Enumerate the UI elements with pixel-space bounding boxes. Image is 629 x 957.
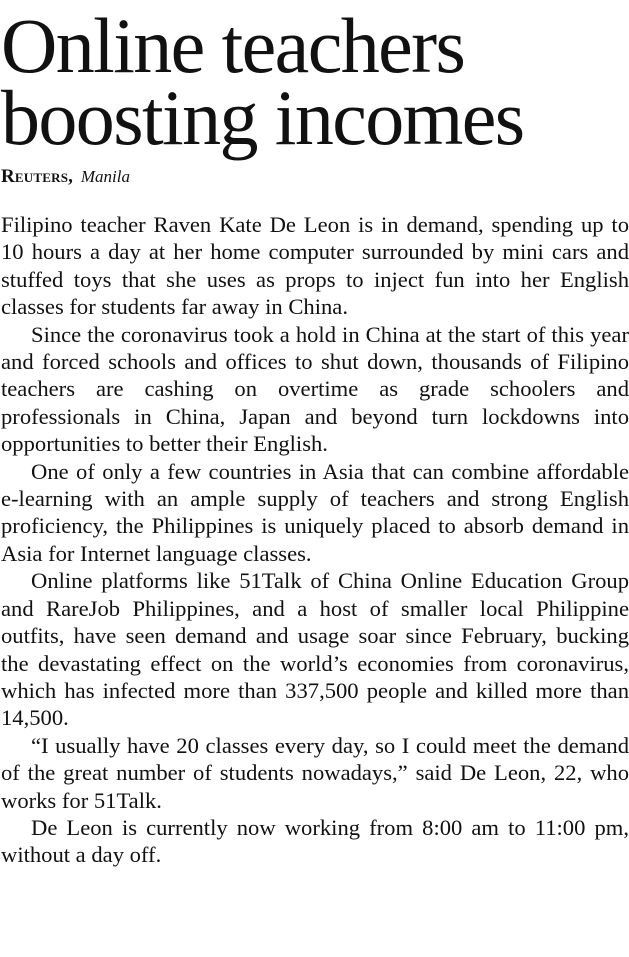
headline: Online teachers boosting incomes [1,2,524,161]
paragraph-5: “I usually have 20 classes every day, so I could meet the demand of the great number of students nowadays,” said De Leon, 22, who works for 51Talk. [1,732,629,813]
paragraph-2: Since the coronavirus took a hold in China at the start of this year and forced schools and offices to shut down, thousands of Filipino teachers are cashing on overtime as grade schoolers and professionals in China, Japan and beyond turn lockdowns into opportunities to better their English. [1,321,629,457]
paragraph-3: One of only a few countries in Asia that can combine affordable e-learning with an ample supply of teachers and strong English proficiency, the Philippines is uniquely placed to absorb demand in Asia for Internet language classes. [1,458,629,566]
paragraph-6: De Leon is currently now working from 8:00 am to 11:00 pm, without a day off. [1,814,629,868]
byline-place: Manila [80,167,130,186]
article-body [1,211,629,869]
paragraph-1: Filipino teacher Raven Kate De Leon is in demand, spending up to 10 hours a day at her home computer surrounded by mini cars and stuffed toys that she uses as props to inject fun into her English classes for students far away in China. [1,212,629,320]
byline-agency: Reuters, [1,166,74,187]
paragraph-4: Online platforms like 51Talk of China Online Education Group and RareJob Philippines, and a host of smaller local Philippine outfits, have seen demand and usage soar since February, bucking the devastating effect on the world’s economies from coronavirus, which has infected more than 337,500 people and killed more than 14,500. [1,568,629,731]
byline [1,165,629,189]
